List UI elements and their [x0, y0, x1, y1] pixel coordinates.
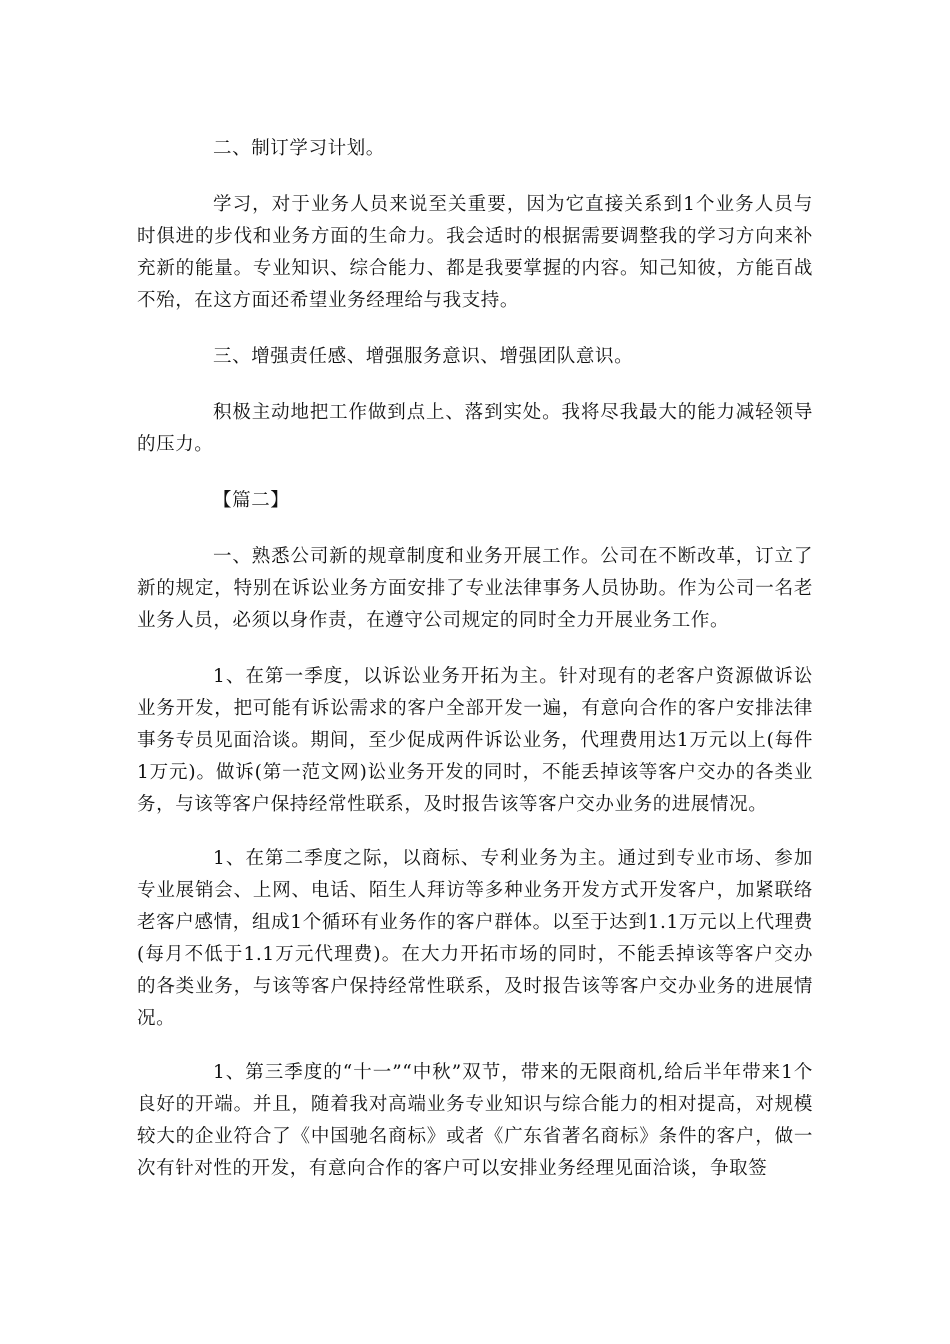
paragraph-study: 学习，对于业务人员来说至关重要，因为它直接关系到1个业务人员与时俱进的步伐和业务方面的生命力。我会适时的根据需要调整我的学习方向来补充新的能量。专业知识、综合能力、都是我要掌握的内容。知己知彼，方能百战不殆，在这方面还希望业务经理给与我支持。	[137, 194, 813, 311]
paragraph-second-quarter: 1、在第二季度之际，以商标、专利业务为主。通过到专业市场、参加专业展销会、上网、电话、陌生人拜访等多种业务开发方式开发客户，加紧联络老客户感情，组成1个循环有业务作的客户群体。以至于达到1.1万元以上代理费(每月不低于1.1万元代理费)。在大力开拓市场的同时，不能丢掉该等客户交办的各类业务，与该等客户保持经常性联系，及时报告该等客户交办业务的进展情况。	[137, 848, 813, 1029]
section-heading-responsibility: 三、增强责任感、增强服务意识、增强团队意识。	[213, 346, 634, 367]
part-two-heading: 【篇二】	[213, 490, 290, 511]
paragraph-proactive: 积极主动地把工作做到点上、落到实处。我将尽我最大的能力减轻领导的压力。	[137, 402, 813, 455]
paragraph-first-quarter: 1、在第一季度，以诉讼业务开拓为主。针对现有的老客户资源做诉讼业务开发，把可能有诉讼需求的客户全部开发一遍，有意向合作的客户安排法律事务专员见面洽谈。期间，至少促成两件诉讼业务，代理费用达1万元以上(每件1万元)。做诉(第一范文网)讼业务开发的同时，不能丢掉该等客户交办的各类业务，与该等客户保持经常性联系，及时报告该等客户交办业务的进展情况。	[137, 666, 813, 815]
section-heading-study-plan: 二、制订学习计划。	[213, 138, 385, 159]
paragraph-third-quarter: 1、第三季度的“十一”“中秋”双节，带来的无限商机,给后半年带来1个良好的开端。并且，随着我对高端业务专业知识与综合能力的相对提高，对规模较大的企业符合了《中国驰名商标》或者《广东省著名商标》条件的客户，做一次有针对性的开发，有意向合作的客户可以安排业务经理见面洽谈，争取签	[137, 1062, 813, 1179]
paragraph-company-rules: 一、熟悉公司新的规章制度和业务开展工作。公司在不断改革，订立了新的规定，特别在诉讼业务方面安排了专业法律事务人员协助。作为公司一名老业务人员，必须以身作责，在遵守公司规定的同时全力开展业务工作。	[137, 546, 813, 631]
document-body	[137, 133, 813, 1185]
